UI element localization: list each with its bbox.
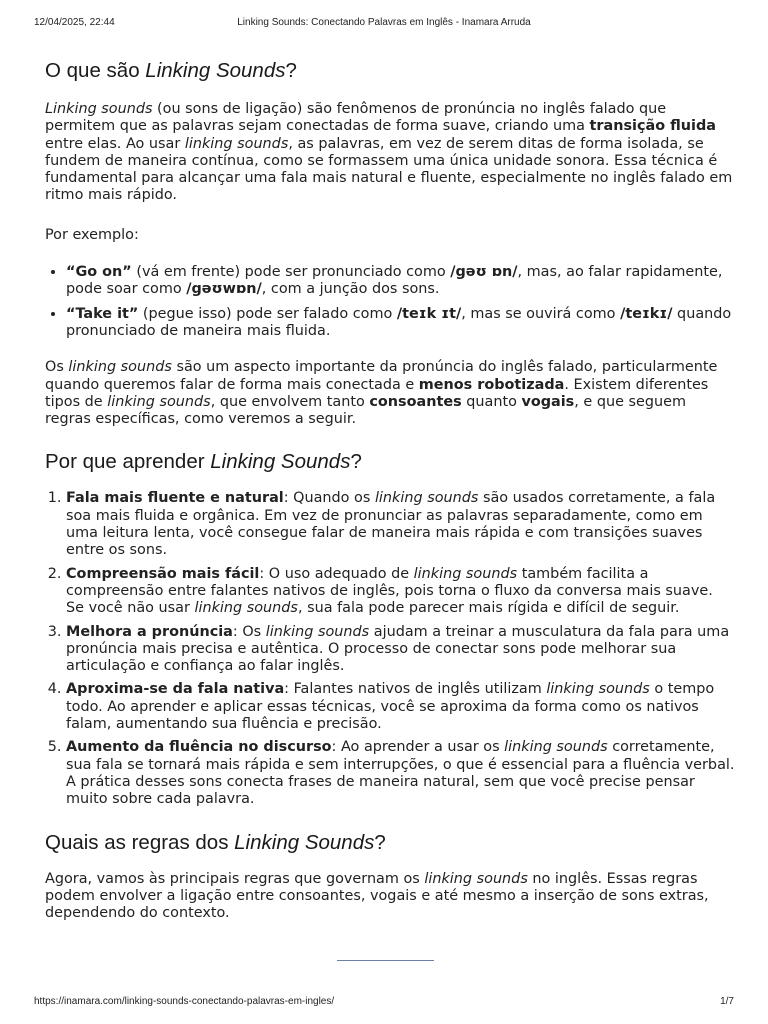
reason-item: 2. Compreensão mais fácil: O uso adequado de linking sounds também facilita a compreensão entre falantes nativos de inglês, pois torna o fluxo da conversa mais suave. Se você não usar linking sounds, sua fala pode parecer mais rígida e difícil de seguir. [66,566,735,618]
article-content [45,58,735,922]
section-heading-what-are: O que são Linking Sounds? [45,59,297,82]
page-number: 1/7 [720,996,734,1007]
print-page-title: Linking Sounds: Conectando Palavras em Inglês - Inamara Arruda [237,17,531,28]
print-header [34,17,734,31]
example-label: Por exemplo: [45,226,139,243]
example-item-take-it: • “Take it” (pegue isso) pode ser falado como /teɪk ɪt/, mas se ouvirá como /teɪkɪ/ quando pronunciado de maneira mais fluida. [66,306,735,341]
reason-item: 3. Melhora a pronúncia: Os linking sounds ajudam a treinar a musculatura da fala para uma pronúncia mais precisa e autêntica. O processo de conectar sons pode melhorar sua articulação e confiança ao falar inglês. [66,624,735,676]
reasons-list [45,490,735,808]
section-heading-why-learn: Por que aprender Linking Sounds? [45,450,362,474]
section-divider [337,960,434,961]
reason-item: 5. Aumento da fluência no discurso: Ao aprender a usar os linking sounds corretamente, sua fala se tornará mais rápida e sem interrupções, o que é essencial para a fluência verbal. A prática desses sons conecta frases de maneira natural, sem que você precise pensar muito sobre cada palavra. [66,739,735,808]
reason-item: 4. Aproxima-se da fala nativa: Falantes nativos de inglês utilizam linking sounds o tempo todo. Ao aprender e aplicar essas técnicas, você se aproxima da forma como os nativos falam, aumentando sua fluência e precisão. [66,681,735,733]
print-url: https://inamara.com/linking-sounds-conectando-palavras-em-ingles/ [34,996,335,1007]
intro-paragraph: Linking sounds (ou sons de ligação) são fenômenos de pronúncia no inglês falado que permitem que as palavras sejam conectadas de forma suave, criando uma transição fluida entre elas. Ao usar linking sounds, as palavras, em vez de serem ditas de forma isolada, se fundem de maneira contínua, como se formassem uma única unidade sonora. Essa técnica é fundamental para alcançar uma fala mais natural e fluente, especialmente no inglês falado em ritmo mais rápido. [45,101,733,204]
section-heading-rules: Quais as regras dos Linking Sounds? [45,830,386,854]
print-footer [34,996,734,1010]
reason-item: 1. Fala mais fluente e natural: Quando os linking sounds são usados corretamente, a fala soa mais fluida e orgânica. Em vez de pronunciar as palavras separadamente, como em uma leitura lenta, você consegue falar de maneira mais rápida e com transições suaves entre os sons. [66,490,735,559]
aspect-paragraph: Os linking sounds são um aspecto importante da pronúncia do inglês falado, particularmente quando queremos falar de forma mais conectada e menos robotizada. Existem diferentes tipos de linking sounds, que envolvem tanto consoantes quanto vogais, e que seguem regras específicas, como veremos a seguir. [45,359,718,428]
example-list [45,264,735,340]
rules-intro-paragraph: Agora, vamos às principais regras que governam os linking sounds no inglês. Essas regras podem envolver a ligação entre consoantes, vogais e até mesmo a inserção de sons extras, dependendo do contexto. [45,870,709,922]
print-date: 12/04/2025, 22:44 [34,17,115,28]
example-item-go-on: • “Go on” (vá em frente) pode ser pronunciado como /gəʊ ɒn/, mas, ao falar rapidamente, pode soar como /gəʊwɒn/, com a junção dos sons. [66,264,735,299]
